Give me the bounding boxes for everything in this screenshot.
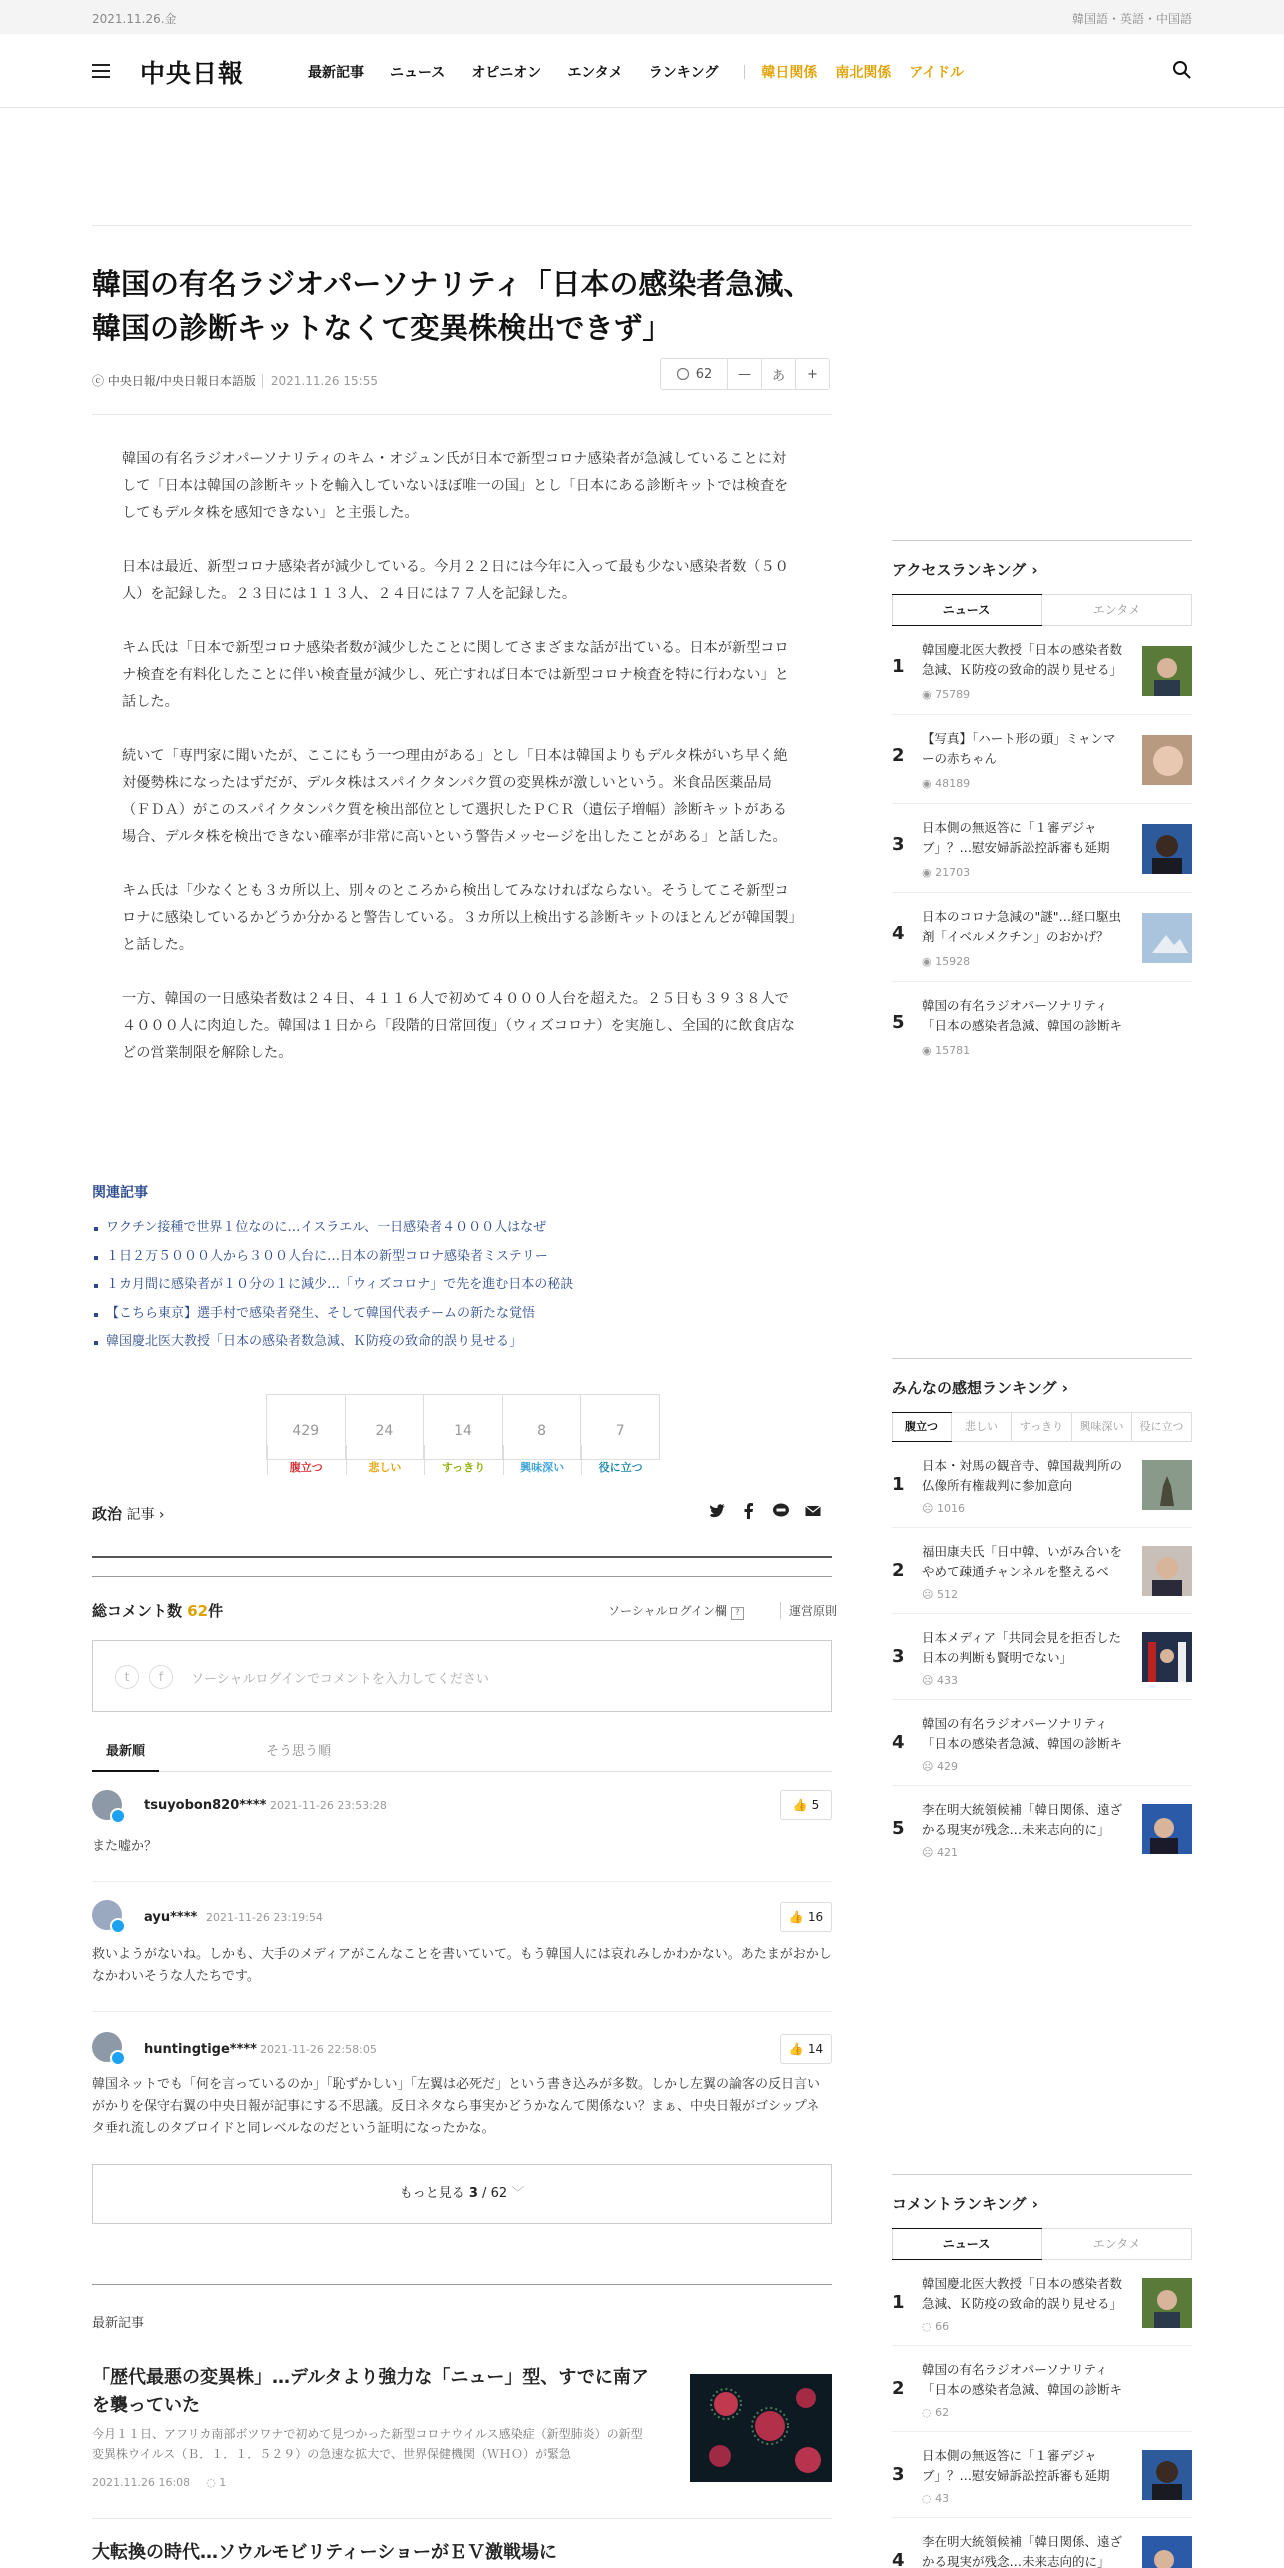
comment-time: 2021-11-26 23:19:54 (206, 1911, 323, 1924)
ranking-count (922, 1588, 958, 1601)
section-divider (92, 1556, 832, 1558)
rank-number: 1 (892, 656, 905, 677)
ranking-count (922, 2320, 949, 2333)
ranking-item[interactable] (892, 804, 1192, 893)
more-comments-button[interactable] (92, 2164, 832, 2224)
ranking-views (922, 955, 970, 968)
ranking-item[interactable] (892, 2518, 1192, 2568)
twitter-badge-icon (110, 1918, 126, 1934)
article-body (122, 446, 796, 1094)
ranking-title: 韓国の有名ラジオパーソナリティ「日本の感染者急減、韓国の診断キ (922, 998, 1122, 1033)
comment-icon: ◌ (922, 2406, 936, 2419)
tab-agree[interactable]: そう思う順 (266, 1744, 332, 1759)
facebook-login-icon[interactable]: f (149, 1665, 173, 1689)
emotion-ranking (892, 1358, 1192, 1872)
tab-entertainment[interactable]: エンタメ (1041, 2229, 1191, 2259)
thumbnail (1142, 1632, 1192, 1682)
reaction-count: 7 (615, 1423, 625, 1439)
latest-article-title[interactable]: 大転換の時代…ソウルモビリティーショーがＥＶ激戦場に (92, 2542, 557, 2563)
comment-user: ayu**** (144, 1910, 198, 1925)
ranking-title: 日本メディア「共同会見を拒否した日本の判断も賢明でない」 (922, 1630, 1122, 1665)
access-ranking-tabs (892, 594, 1192, 626)
comment-count-button[interactable] (661, 359, 727, 389)
thumbnail (1142, 1804, 1192, 1854)
ranking-count (922, 1502, 965, 1515)
article-divider (92, 414, 832, 415)
top-strip (0, 0, 1284, 34)
rank-number: 1 (892, 2292, 905, 2313)
latest-heading: 最新記事 (92, 2316, 145, 2331)
comment-total-count: 62 (187, 1602, 209, 1620)
comment-item (92, 2032, 832, 2150)
rank-number: 4 (892, 1732, 905, 1753)
twitter-icon[interactable] (708, 1502, 726, 1520)
ranking-item[interactable] (892, 1786, 1192, 1872)
eye-icon: ◉ (922, 955, 936, 968)
latest-article-title[interactable]: 「歴代最悪の変異株」…デルタより強力な「ニュー」型、すでに南アを襲っていた (92, 2367, 649, 2416)
view-count: 15781 (935, 1044, 971, 1057)
font-decrease-button[interactable]: — (727, 359, 761, 389)
ranking-count (922, 1760, 958, 1773)
rank-number: 4 (892, 923, 905, 944)
ranking-views (922, 777, 970, 790)
ranking-views (922, 688, 970, 701)
reaction-label: 興味深い (503, 1445, 581, 1475)
ranking-title: 韓国の有名ラジオパーソナリティ「日本の感染者急減、韓国の診断キ (922, 1716, 1122, 1751)
tab-entertainment[interactable]: エンタメ (1041, 595, 1191, 625)
reaction-count: 512 (936, 1588, 958, 1601)
ranking-title: 韓国の有名ラジオパーソナリティ「日本の感染者急減、韓国の診断キ (922, 2362, 1122, 2397)
comment-count: 62 (935, 2406, 950, 2419)
ranking-views (922, 1044, 970, 1057)
search-icon[interactable] (1172, 60, 1192, 80)
ranking-item[interactable] (892, 715, 1192, 804)
nav-opinion[interactable]: オピニオン (471, 65, 542, 81)
article-tools (660, 358, 830, 390)
reaction-count: 14 (454, 1423, 472, 1439)
comment-ranking-heading[interactable]: コメントランキング › (892, 2195, 1038, 2213)
access-ranking (892, 540, 1192, 1071)
comment-placeholder: ソーシャルログインでコメントを入力してください (191, 1672, 489, 1687)
related-link[interactable]: ワクチン接種で世界１位なのに…イスラエル、一日感染者４０００人はなぜ (92, 1214, 573, 1243)
help-icon[interactable]: ? (731, 1607, 744, 1620)
ad-space (92, 108, 1192, 226)
reaction-count: 421 (936, 1846, 958, 1859)
ranking-item[interactable] (892, 2432, 1192, 2518)
ranking-item[interactable] (892, 1614, 1192, 1700)
comment-user: huntingtige**** (144, 2042, 257, 2057)
thumbnail (1142, 824, 1192, 874)
avatar (92, 1900, 122, 1930)
menu-icon[interactable] (92, 64, 110, 78)
thumbnail (1142, 735, 1192, 785)
latest-article-summary: 今月１１日、アフリカ南部ボツワナで初めて見つかった新型コロナウイルス感染症（新型肺炎）の新型変異株ウイルス（Ｂ．１．１．５２９）の急速な拡大で、世界保健機関（ＷＨＯ）が緊急 (92, 2427, 643, 2461)
tab-news[interactable]: ニュース (892, 2228, 1042, 2260)
comment-icon: ◌ (922, 2320, 936, 2333)
like-button[interactable]: 👍 16 (780, 1902, 832, 1932)
article-paragraph: キム氏は「少なくとも３カ所以上、別々のところから検出してみなければならない。そうしてこそ新型コロナに感染しているかどうか分かると警告している。３カ所以上検出する診断キットのほとんどが韓国製」と話した。 (122, 883, 796, 953)
reaction-bar (266, 1394, 660, 1474)
eye-icon: ◉ (922, 866, 936, 879)
comment-text: また嘘か？ (92, 1839, 158, 1854)
more-separator: / (477, 2186, 491, 2201)
twitter-login-icon[interactable]: t (115, 1665, 139, 1689)
ranking-title: 李在明大統領候補「韓日関係、遠ざかる現実が残念…未来志向的に」 (922, 1802, 1122, 1837)
angry-icon: ☹ (922, 1588, 937, 1601)
comment-item (92, 1900, 832, 2012)
reaction-label: すっきり (424, 1445, 502, 1475)
virus-image[interactable] (690, 2374, 832, 2482)
article-title: 韓国の有名ラジオパーソナリティ「日本の感染者急減、韓国の診断キットなくて変異株検出できず」 (92, 267, 813, 345)
tab-helpful[interactable]: 役に立つ (1131, 1413, 1191, 1441)
comment-count: 62 (695, 366, 713, 382)
more-total: 62 (490, 2186, 508, 2201)
article-source: ⓒ 中央日報/中央日報日本語版 (92, 374, 256, 388)
angry-icon: ☹ (922, 1674, 937, 1687)
ranking-item[interactable] (892, 2346, 1192, 2432)
comment-time: 2021-11-26 23:53:28 (270, 1799, 387, 1812)
rank-number: 2 (892, 745, 905, 766)
ranking-item[interactable] (892, 1700, 1192, 1786)
thumbnail (1142, 2450, 1192, 2500)
comment-total-unit: 件 (208, 1602, 224, 1620)
twitter-badge-icon (110, 1808, 126, 1824)
rank-number: 5 (892, 1012, 905, 1033)
like-count: 5 (811, 1798, 820, 1812)
eye-icon: ◉ (922, 688, 936, 701)
reaction-angry[interactable] (267, 1395, 345, 1474)
reaction-label: 悲しい (346, 1445, 424, 1475)
avatar (92, 1790, 122, 1820)
section-divider (92, 2284, 832, 2285)
comment-ranking-tabs (892, 2228, 1192, 2260)
emotion-ranking-tabs (892, 1412, 1192, 1442)
social-login-label: ソーシャルログイン欄 (608, 1604, 727, 1618)
ranking-views (922, 866, 970, 879)
thumbnail (1142, 2536, 1192, 2568)
reaction-label: 腹立つ (267, 1445, 345, 1475)
site-header (0, 34, 1284, 108)
rank-number: 3 (892, 834, 905, 855)
thumbnail (1142, 646, 1192, 696)
tab-sad[interactable]: 悲しい (951, 1413, 1011, 1441)
reaction-count: 429 (936, 1760, 958, 1773)
ranking-title: 福田康夫氏「日中韓、いがみ合いをやめて疎通チャンネルを整えるべ (922, 1544, 1122, 1579)
current-date: 2021.11.26.金 (92, 12, 177, 26)
like-button[interactable]: 👍 5 (780, 1790, 832, 1820)
tab-interesting[interactable]: 興味深い (1071, 1413, 1131, 1441)
thumbnail (1142, 1546, 1192, 1596)
ranking-count (922, 1846, 958, 1859)
like-count: 16 (807, 1910, 824, 1924)
comment-time: 2021-11-26 22:58:05 (260, 2043, 377, 2056)
more-label: もっと見る (399, 2186, 469, 2201)
comment-item (92, 1790, 832, 1882)
ranking-count (922, 2406, 949, 2419)
ranking-title: 日本側の無返答に「１審デジャブ」？…慰安婦訴訟控訴審も延期 (922, 2448, 1110, 2483)
ranking-title: 韓国慶北医大教授「日本の感染者数急減、Ｋ防疫の致命的誤り見せる」 (922, 642, 1122, 677)
ranking-title: 李在明大統領候補「韓日関係、遠ざかる現実が残念…未来志向的に」 (922, 2534, 1122, 2568)
ranking-item[interactable] (892, 2260, 1192, 2346)
reaction-count: 433 (936, 1674, 958, 1687)
comment-rules-link[interactable]: 運営原則 (780, 1602, 837, 1619)
comment-total (92, 1600, 223, 1621)
nav-north-south[interactable]: 南北関係 (835, 65, 892, 81)
latest-article-comments: 1 (219, 2476, 227, 2489)
tab-refreshed[interactable]: すっきり (1011, 1413, 1071, 1441)
access-ranking-heading[interactable]: アクセスランキング › (892, 561, 1038, 579)
site-logo[interactable]: 中央日報 (140, 59, 245, 88)
share-buttons (708, 1502, 822, 1520)
article-paragraph: 日本は最近、新型コロナ感染者が減少している。今月２２日には今年に入って最も少ない感染者数（５０人）を記録した。２３日には１１３人、２４日には７７人を記録した。 (122, 559, 789, 602)
list-divider (92, 2518, 832, 2519)
ranking-item[interactable] (892, 1442, 1192, 1528)
article-paragraph: キム氏は「日本で新型コロナ感染者数が減少したことに関してさまざまな話が出ている。日本が新型コロナ検査を有料化したことに伴い検査量が減少し、死亡すれば日本では新型コロナ検査を特に行わない」と話した。 (122, 640, 789, 710)
comment-icon: ◌ (922, 2492, 936, 2505)
related-link[interactable]: １カ月間に感染者が１０分の１に減少…「ウィズコロナ」で先を進む日本の秘訣 (92, 1271, 573, 1300)
mail-icon[interactable] (804, 1502, 822, 1520)
rank-number: 5 (892, 1818, 905, 1839)
article-paragraph: 続いて「専門家に聞いたが、ここにもう一つ理由がある」とし「日本は韓国よりもデルタ株がいち早く絶対優勢株になったはずだが、デルタ株はスパイクタンパク質の変異株が激しいという。米食品医薬品局（ＦＤＡ）がこのスパイクタンパク質を検出部位として選択したＰＣＲ（遺伝子増幅）診断キットがある場合、デルタ株を検出できない確率が非常に高いという警告メッセージを出したことがある」と話した。 (122, 748, 788, 845)
latest-article-date: 2021.11.26 16:08 (92, 2476, 191, 2489)
rank-number: 4 (892, 2550, 905, 2568)
rank-number: 3 (892, 2464, 905, 2485)
comment-input[interactable] (92, 1640, 832, 1712)
angry-icon: ☹ (922, 1846, 937, 1859)
like-count: 14 (807, 2042, 824, 2056)
ranking-title: 韓国慶北医大教授「日本の感染者数急減、Ｋ防疫の致命的誤り見せる」 (922, 2276, 1122, 2311)
section-divider (92, 1576, 832, 1577)
nav-korea-japan[interactable]: 韓日関係 (761, 65, 818, 81)
view-count: 21703 (935, 866, 971, 879)
reaction-helpful[interactable] (580, 1395, 659, 1474)
like-button[interactable]: 👍 14 (780, 2034, 832, 2064)
reaction-label: 役に立つ (581, 1445, 659, 1475)
comment-sort-tabs (92, 1732, 832, 1772)
reaction-count: 429 (292, 1423, 320, 1439)
ranking-title: 日本・対馬の観音寺、韓国裁判所の仏像所有権裁判に参加意向 (922, 1458, 1122, 1493)
more-current: 3 (468, 2186, 478, 2201)
tab-news[interactable]: ニュース (892, 594, 1042, 626)
font-label: あ (761, 359, 795, 389)
ranking-item[interactable] (892, 982, 1192, 1071)
thumbnail (1142, 2278, 1192, 2328)
related-link[interactable]: 【こちら東京】選手村で感染者発生、そして韓国代表チームの新たな覚悟 (92, 1300, 573, 1329)
language-links[interactable]: 韓国語・英語・中国語 (1071, 12, 1192, 26)
rank-number: 2 (892, 1560, 905, 1581)
ranking-count (922, 2492, 949, 2505)
main-nav (308, 62, 982, 82)
comment-ranking (892, 2174, 1192, 2568)
ranking-title: 日本側の無返答に「１審デジャブ」？…慰安婦訴訟控訴審も延期 (922, 820, 1110, 855)
tab-angry[interactable]: 腹立つ (892, 1412, 952, 1442)
comment-count: 43 (935, 2492, 950, 2505)
view-count: 48189 (935, 777, 971, 790)
reaction-refreshed[interactable] (423, 1395, 502, 1474)
nav-entertainment[interactable]: エンタメ (567, 65, 623, 81)
byline (92, 372, 378, 389)
nav-latest[interactable]: 最新記事 (308, 65, 364, 81)
related-link[interactable]: １日２万５０００人から３００人台に…日本の新型コロナ感染者ミステリー (92, 1243, 573, 1272)
ranking-item[interactable] (892, 626, 1192, 715)
rank-number: 3 (892, 1646, 905, 1667)
nav-news[interactable]: ニュース (390, 65, 446, 81)
ranking-item[interactable] (892, 1528, 1192, 1614)
font-increase-button[interactable]: + (795, 359, 829, 389)
ranking-title: 【写真】「ハート形の頭」ミャンマーの赤ちゃん (922, 731, 1116, 766)
view-count: 75789 (935, 688, 971, 701)
nav-idol[interactable]: アイドル (909, 65, 965, 81)
ranking-count (922, 1674, 958, 1687)
comment-user: tsuyobon820**** (144, 1798, 267, 1813)
view-count: 15928 (935, 955, 971, 968)
comment-text: 韓国ネットでも「何を言っているのか」「恥ずかしい」「左翼は必死だ」という書き込みが多数。しかし左翼の論客の反日言いがかりを保守右翼の中央日報が記事にする不思議。反日ネタなら事実かどうかなんて関係ない？まぁ、中央日報がゴシップネタ垂れ流しのタブロイドと同レベルなのだという証明になったかな。 (92, 2077, 821, 2136)
reaction-sad[interactable] (345, 1395, 424, 1474)
category-name: 政治 (92, 1505, 123, 1523)
thumbnail (1142, 913, 1192, 963)
reaction-count: 24 (375, 1423, 394, 1439)
ranking-item[interactable] (892, 893, 1192, 982)
twitter-badge-icon (110, 2050, 126, 2066)
line-icon[interactable] (772, 1502, 790, 1520)
eye-icon: ◉ (922, 1044, 936, 1057)
related-list (92, 1214, 573, 1357)
nav-divider (744, 65, 745, 79)
reaction-count: 8 (537, 1423, 547, 1439)
reaction-count: 1016 (936, 1502, 965, 1515)
article-paragraph: 韓国の有名ラジオパーソナリティのキム・オジュン氏が日本で新型コロナ感染者が急減していることに対して「日本は韓国の診断キットを輸入していないほぼ唯一の国」とし「日本にある診断キットでは検査をしてもデルタ株を感知できない」と主張した。 (122, 451, 789, 521)
angry-icon: ☹ (922, 1502, 937, 1515)
chevron-down-icon: ﹀ (511, 2186, 525, 2201)
reaction-interesting[interactable] (502, 1395, 581, 1474)
category-link[interactable] (92, 1503, 165, 1524)
related-heading: 関連記事 (92, 1185, 148, 1201)
comment-icon: ◌ (206, 2476, 220, 2489)
eye-icon: ◉ (922, 777, 936, 790)
article-date: 2021.11.26 15:55 (262, 374, 378, 388)
comment-count: 66 (935, 2320, 950, 2333)
social-login-info[interactable] (608, 1602, 744, 1620)
comment-icon (676, 367, 690, 381)
facebook-icon[interactable] (740, 1502, 758, 1520)
comment-total-label: 総コメント数 (92, 1602, 188, 1620)
avatar (92, 2032, 122, 2062)
angry-icon: ☹ (922, 1760, 937, 1773)
ranking-title: 日本のコロナ急減の"謎"…経口駆虫剤「イベルメクチン」のおかげ？ (922, 909, 1121, 944)
latest-article-meta (92, 2476, 226, 2489)
rank-number: 1 (892, 1474, 905, 1495)
comment-text: 救いようがないね。しかも、大手のメディアがこんなことを書いていて。もう韓国人には哀れみしかわかない。あたまがおかしなかわいそうな人たちです。 (92, 1947, 832, 1984)
nav-ranking[interactable]: ランキング (648, 65, 719, 81)
emotion-ranking-heading[interactable]: みんなの感想ランキング › (892, 1379, 1068, 1397)
thumbnail (1142, 1460, 1192, 1510)
category-suffix: 記事 › (122, 1507, 165, 1523)
rank-number: 2 (892, 2378, 905, 2399)
article-paragraph: 一方、韓国の一日感染者数は２４日、４１１６人で初めて４０００人台を超えた。２５日も３９３８人で４０００人に肉迫した。韓国は１日から「段階的日常回復」（ウィズコロナ）を実施し、全国的に飲食店などの営業制限を解除した。 (122, 991, 796, 1061)
related-link[interactable]: 韓国慶北医大教授「日本の感染者数急減、Ｋ防疫の致命的誤り見せる」 (92, 1328, 573, 1357)
tab-latest[interactable]: 最新順 (92, 1734, 159, 1772)
